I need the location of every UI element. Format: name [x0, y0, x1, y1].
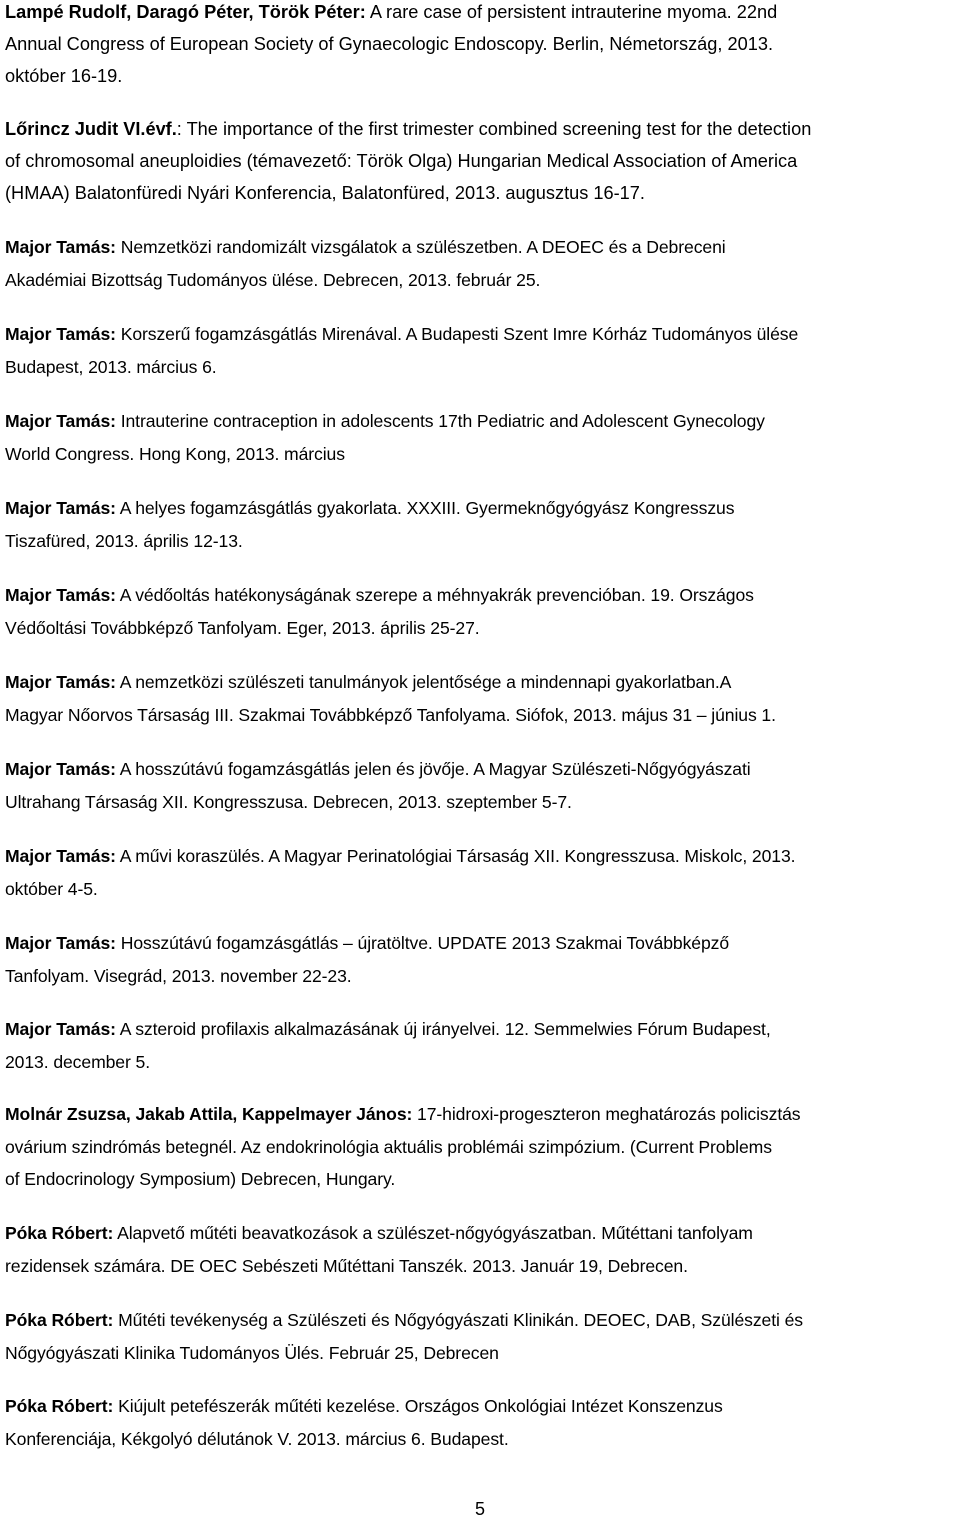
publication-entry: [5, 927, 950, 992]
publication-entry: [5, 231, 950, 296]
entry-line: [5, 264, 950, 297]
entry-line: [5, 351, 950, 384]
publication-entry: [5, 113, 950, 209]
entry-line: [5, 840, 950, 873]
entry-text: A hosszútávú fogamzásgátlás jelen és jövője. A Magyar Szülészeti-Nőgyógyászati: [115, 759, 751, 779]
entry-line: [5, 612, 950, 645]
entry-authors: Major Tamás:: [5, 324, 116, 344]
publication-entry: [5, 1217, 950, 1282]
entry-authors: Molnár Zsuzsa, Jakab Attila, Kappelmayer János:: [5, 1104, 413, 1124]
entry-text: Korszerű fogamzásgátlás Mirenával. A Budapesti Szent Imre Kórház Tudományos ülése: [115, 324, 799, 344]
entry-line: [5, 1098, 950, 1131]
publication-entry: [5, 1098, 950, 1196]
entry-text: Annual Congress of European Society of Gynaecologic Endoscopy. Berlin, Németország, 2013.: [5, 34, 774, 54]
entry-text: Alapvető műtéti beavatkozások a szülészet-nőgyógyászatban. Műtéttani tanfolyam: [113, 1223, 753, 1243]
entry-line: [5, 666, 950, 699]
entry-text: A szteroid profilaxis alkalmazásának új irányelvei. 12. Semmelwies Fórum Budapest,: [115, 1019, 771, 1039]
entry-authors: Póka Róbert:: [5, 1396, 114, 1416]
entry-line: [5, 318, 950, 351]
entry-line: [5, 786, 950, 819]
entry-text: A nemzetközi szülészeti tanulmányok jelentősége a mindennapi gyakorlatban.A: [115, 672, 732, 692]
entry-authors: Major Tamás:: [5, 237, 116, 257]
entry-line: [5, 1250, 950, 1283]
entry-line: [5, 145, 950, 177]
entry-line: [5, 0, 950, 28]
entry-text: : The importance of the first trimester combined screening test for the detection: [176, 119, 812, 139]
entry-line: [5, 1337, 950, 1370]
entry-authors: Major Tamás:: [5, 498, 116, 518]
entry-text: 17-hidroxi-progeszteron meghatározás policisztás: [412, 1104, 801, 1124]
entry-text: Magyar Nőorvos Társaság III. Szakmai Továbbképző Tanfolyama. Siófok, 2013. május 31 – június 1.: [5, 704, 776, 725]
entry-text: Kiújult petefészerák műtéti kezelése. Országos Onkológiai Intézet Konszenzus: [113, 1396, 723, 1416]
entry-line: [5, 405, 950, 438]
entry-text: Konferenciája, Kékgolyó délutánok V. 2013. március 6. Budapest.: [5, 1428, 509, 1449]
entry-text: World Congress. Hong Kong, 2013. március: [5, 443, 345, 464]
entry-text: október 16-19.: [5, 66, 123, 86]
entry-line: [5, 699, 950, 732]
entry-authors: Major Tamás:: [5, 411, 116, 431]
entry-text: Intrauterine contraception in adolescents 17th Pediatric and Adolescent Gynecology: [115, 411, 765, 431]
entry-line: [5, 1304, 950, 1337]
entry-text: rezidensek számára. DE OEC Sebészeti Műtéttani Tanszék. 2013. Január 19, Debrecen.: [5, 1255, 688, 1276]
entry-text: Nemzetközi randomizált vizsgálatok a szülészetben. A DEOEC és a Debreceni: [115, 237, 726, 257]
entry-line: [5, 113, 950, 145]
entry-line: [5, 873, 950, 906]
entry-text: A rare case of persistent intrauterine myoma. 22nd: [365, 2, 778, 22]
entry-text: ovárium szindrómás betegnél. Az endokrinológia aktuális problémái szimpózium. (Current Problems: [5, 1136, 772, 1157]
entry-line: [5, 438, 950, 471]
entry-line: [5, 1390, 950, 1423]
entry-authors: Major Tamás:: [5, 1019, 116, 1039]
entry-text: Akadémiai Bizottság Tudományos ülése. Debrecen, 2013. február 25.: [5, 269, 541, 290]
publication-entry: [5, 1013, 950, 1078]
entry-text: Védőoltási Továbbképző Tanfolyam. Eger, 2013. április 25-27.: [5, 617, 480, 638]
entry-line: [5, 1217, 950, 1250]
entry-text: (HMAA) Balatonfüredi Nyári Konferencia, Balatonfüred, 2013. augusztus 16-17.: [5, 183, 645, 203]
publication-entry: [5, 840, 950, 905]
entry-text: 2013. december 5.: [5, 1051, 151, 1072]
page-number: 5: [474, 1499, 485, 1519]
entry-text: of Endocrinology Symposium) Debrecen, Hungary.: [5, 1169, 396, 1189]
entry-text: Nőgyógyászati Klinika Tudományos Ülés. Február 25, Debrecen: [5, 1342, 499, 1363]
publication-entry: [5, 492, 950, 557]
entry-line: [5, 579, 950, 612]
entry-text: Hosszútávú fogamzásgátlás – újratöltve. UPDATE 2013 Szakmai Továbbképző: [115, 933, 730, 953]
publication-entry: [5, 666, 950, 731]
entry-line: [5, 927, 950, 960]
entry-line: [5, 492, 950, 525]
entry-line: [5, 231, 950, 264]
entry-authors: Major Tamás:: [5, 672, 116, 692]
entry-authors: Major Tamás:: [5, 846, 116, 866]
entry-line: [5, 1013, 950, 1046]
entry-authors: Póka Róbert:: [5, 1223, 114, 1243]
entry-line: [5, 960, 950, 993]
entry-line: [5, 60, 950, 92]
entry-authors: Major Tamás:: [5, 933, 116, 953]
entry-line: [5, 525, 950, 558]
publication-entry: [5, 0, 950, 92]
entry-line: [5, 177, 950, 209]
entry-text: Budapest, 2013. március 6.: [5, 356, 217, 377]
publication-entry: [5, 318, 950, 383]
entry-text: Ultrahang Társaság XII. Kongresszusa. Debrecen, 2013. szeptember 5-7.: [5, 791, 572, 812]
publication-entry: [5, 405, 950, 470]
entry-authors: Lőrincz Judit VI.évf.: [5, 119, 177, 139]
entry-line: [5, 1046, 950, 1079]
entry-line: [5, 1423, 950, 1456]
entry-authors: Póka Róbert:: [5, 1310, 114, 1330]
entry-text: A helyes fogamzásgátlás gyakorlata. XXXIII. Gyermeknőgyógyász Kongresszus: [115, 498, 735, 518]
entry-text: A védőoltás hatékonyságának szerepe a méhnyakrák prevencióban. 19. Országos: [115, 585, 754, 605]
entry-line: [5, 1163, 950, 1196]
entry-authors: Major Tamás:: [5, 759, 116, 779]
entry-line: [5, 1131, 950, 1164]
entry-text: október 4-5.: [5, 878, 98, 899]
entry-text: A művi koraszülés. A Magyar Perinatológiai Társaság XII. Kongresszusa. Miskolc, 2013.: [115, 846, 796, 866]
publication-entry: [5, 1304, 950, 1369]
entry-line: [5, 28, 950, 60]
entry-authors: Major Tamás:: [5, 585, 116, 605]
entry-text: Tanfolyam. Visegrád, 2013. november 22-23.: [5, 965, 352, 986]
publication-entry: [5, 753, 950, 818]
publication-entry: [5, 1390, 950, 1455]
entry-authors: Lampé Rudolf, Daragó Péter, Török Péter:: [5, 2, 366, 22]
entry-line: [5, 753, 950, 786]
entry-text: Tiszafüred, 2013. április 12-13.: [5, 530, 243, 551]
entry-text: Műtéti tevékenység a Szülészeti és Nőgyógyászati Klinikán. DEOEC, DAB, Szülészeti és: [113, 1310, 803, 1330]
publication-entry: [5, 579, 950, 644]
entry-text: of chromosomal aneuploidies (témavezető: Török Olga) Hungarian Medical Association of America: [5, 151, 798, 171]
